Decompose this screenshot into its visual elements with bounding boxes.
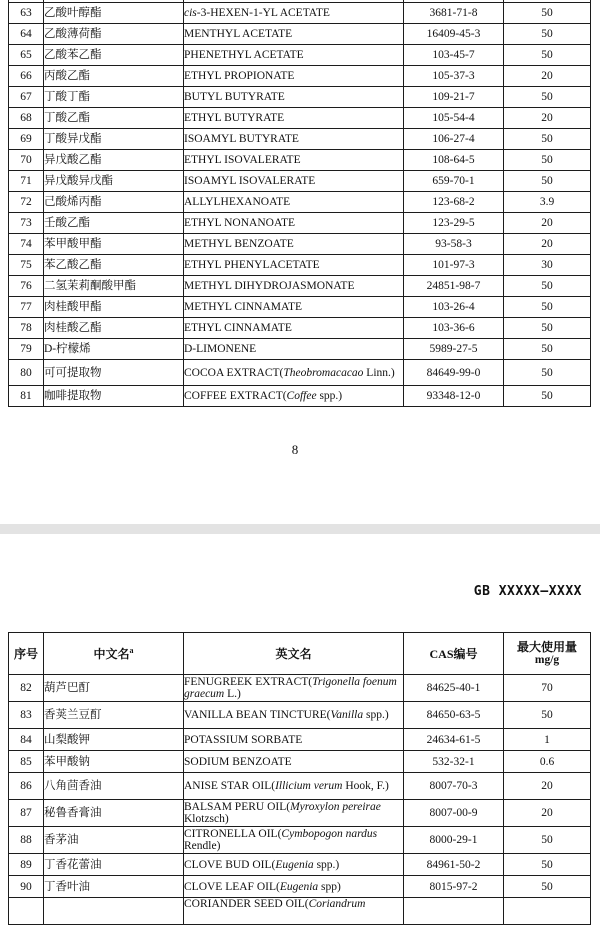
cell-serial: 79 <box>9 339 44 360</box>
cell-cas-number: 106-27-4 <box>404 129 504 150</box>
table-row <box>9 827 591 854</box>
page-gap <box>0 524 600 534</box>
cell-chinese-name: 秘鲁香膏油 <box>44 800 184 827</box>
cell-english-name: ETHYL PHENYLACETATE <box>184 255 404 276</box>
cell-english-name: ETHYL PROPIONATE <box>184 66 404 87</box>
cell-max-usage: 3.9 <box>504 192 591 213</box>
cell-max-usage: 50 <box>504 854 591 876</box>
cell-serial <box>9 898 44 925</box>
table-row <box>9 297 591 318</box>
cell-max-usage: 20 <box>504 234 591 255</box>
cell-cas-number: 108-64-5 <box>404 150 504 171</box>
cell-cas-number: 16409-45-3 <box>404 24 504 45</box>
cell-english-name: ISOAMYL BUTYRATE <box>184 129 404 150</box>
cell-serial: 84 <box>9 729 44 751</box>
column-header-english-name: 英文名 <box>184 633 404 675</box>
cell-chinese-name: 香茅油 <box>44 827 184 854</box>
cell-serial: 86 <box>9 773 44 800</box>
cell-max-usage: 70 <box>504 675 591 702</box>
table-row <box>9 800 591 827</box>
cell-chinese-name: 肉桂酸甲酯 <box>44 297 184 318</box>
cell-serial: 72 <box>9 192 44 213</box>
cell-chinese-name: 乙酸薄荷酯 <box>44 24 184 45</box>
cell-english-name: ETHYL CINNAMATE <box>184 318 404 339</box>
cell-cas-number: 93348-12-0 <box>404 386 504 407</box>
cell-chinese-name: 苯甲酸甲酯 <box>44 234 184 255</box>
cell-cas-number: 103-26-4 <box>404 297 504 318</box>
table-row <box>9 3 591 24</box>
cell-chinese-name: 丁酸乙酯 <box>44 108 184 129</box>
table-row <box>9 192 591 213</box>
cell-max-usage: 50 <box>504 318 591 339</box>
cell-max-usage <box>504 898 591 925</box>
cell-cas-number: 8000-29-1 <box>404 827 504 854</box>
table-row <box>9 773 591 800</box>
cell-english-name: METHYL DIHYDROJASMONATE <box>184 276 404 297</box>
cell-english-name: BUTYL BUTYRATE <box>184 87 404 108</box>
cell-cas-number: 103-36-6 <box>404 318 504 339</box>
cell-english-name: CLOVE LEAF OIL(Eugenia spp) <box>184 876 404 898</box>
cell-english-name: COFFEE EXTRACT(Coffee spp.) <box>184 386 404 407</box>
table-row <box>9 87 591 108</box>
cell-serial: 89 <box>9 854 44 876</box>
table-row <box>9 318 591 339</box>
table-row <box>9 66 591 87</box>
column-header-max-usage-unit: mg/g <box>534 654 560 666</box>
cell-english-name: POTASSIUM SORBATE <box>184 729 404 751</box>
cell-chinese-name: 苯甲酸钠 <box>44 751 184 773</box>
cell-english-name: PHENETHYL ACETATE <box>184 45 404 66</box>
cell-chinese-name: 异戊酸乙酯 <box>44 150 184 171</box>
cell-max-usage: 50 <box>504 386 591 407</box>
cell-chinese-name: 乙酸苯乙酯 <box>44 45 184 66</box>
cell-max-usage: 50 <box>504 702 591 729</box>
cell-serial: 75 <box>9 255 44 276</box>
cell-english-name: FENUGREEK EXTRACT(Trigonella foenum graecum L.) <box>184 675 404 702</box>
cell-serial: 74 <box>9 234 44 255</box>
cell-cas-number: 659-70-1 <box>404 171 504 192</box>
cell-chinese-name: 己酸烯丙酯 <box>44 192 184 213</box>
cell-chinese-name: 丁酸异戊酯 <box>44 129 184 150</box>
cell-serial: 71 <box>9 171 44 192</box>
column-header-chinese-label: 中文名 <box>93 646 130 661</box>
cell-chinese-name: 丁香叶油 <box>44 876 184 898</box>
cell-cas-number: 123-29-5 <box>404 213 504 234</box>
standard-code: GB XXXXX—XXXX <box>473 584 582 599</box>
cell-chinese-name: 异戊酸异戊酯 <box>44 171 184 192</box>
column-header-chinese-name <box>44 633 184 675</box>
cell-max-usage: 20 <box>504 800 591 827</box>
cell-chinese-name: D-柠檬烯 <box>44 339 184 360</box>
cell-serial: 66 <box>9 66 44 87</box>
cell-chinese-name: 壬酸乙酯 <box>44 213 184 234</box>
cell-cas-number: 24634-61-5 <box>404 729 504 751</box>
cell-serial: 90 <box>9 876 44 898</box>
cell-english-name: CORIANDER SEED OIL(Coriandrum <box>184 898 404 925</box>
table-row <box>9 854 591 876</box>
cell-cas-number: 24851-98-7 <box>404 276 504 297</box>
table-row <box>9 386 591 407</box>
cell-max-usage: 20 <box>504 108 591 129</box>
fragrance-substance-table-rows-82-90 <box>8 632 591 925</box>
table-row <box>9 108 591 129</box>
cell-chinese-name: 咖啡提取物 <box>44 386 184 407</box>
cell-english-name: ISOAMYL ISOVALERATE <box>184 171 404 192</box>
table-row <box>9 729 591 751</box>
cell-english-name: cis-3-HEXEN-1-YL ACETATE <box>184 3 404 24</box>
cell-english-name: COCOA EXTRACT(Theobromacacao Linn.) <box>184 360 404 386</box>
cell-cas-number: 5989-27-5 <box>404 339 504 360</box>
column-header-max-usage-label: 最大使用量 <box>516 640 577 654</box>
table-row <box>9 129 591 150</box>
cell-serial: 82 <box>9 675 44 702</box>
cell-english-name: ETHYL NONANOATE <box>184 213 404 234</box>
table-row <box>9 150 591 171</box>
table-row <box>9 276 591 297</box>
cell-chinese-name: 乙酸叶醇酯 <box>44 3 184 24</box>
table-row <box>9 24 591 45</box>
cell-english-name: ANISE STAR OIL(Illicium verum Hook, F.) <box>184 773 404 800</box>
cell-cas-number: 3681-71-8 <box>404 3 504 24</box>
cell-cas-number: 8015-97-2 <box>404 876 504 898</box>
cell-serial: 77 <box>9 297 44 318</box>
cell-max-usage: 0.6 <box>504 751 591 773</box>
cell-chinese-name: 香荚兰豆酊 <box>44 702 184 729</box>
cell-english-name: MENTHYL ACETATE <box>184 24 404 45</box>
cell-english-name: CITRONELLA OIL(Cymbopogon nardus Rendle) <box>184 827 404 854</box>
cell-cas-number: 84650-63-5 <box>404 702 504 729</box>
cell-cas-number: 105-54-4 <box>404 108 504 129</box>
cell-english-name: ETHYL ISOVALERATE <box>184 150 404 171</box>
cell-chinese-name: 丁香花蕾油 <box>44 854 184 876</box>
cell-serial: 68 <box>9 108 44 129</box>
cell-chinese-name: 丙酸乙酯 <box>44 66 184 87</box>
table-row <box>9 171 591 192</box>
cell-cas-number: 103-45-7 <box>404 45 504 66</box>
cell-max-usage: 50 <box>504 297 591 318</box>
column-header-max-usage <box>504 633 591 675</box>
cell-cas-number: 101-97-3 <box>404 255 504 276</box>
cell-serial: 87 <box>9 800 44 827</box>
cell-serial: 67 <box>9 87 44 108</box>
table-row <box>9 876 591 898</box>
table-row <box>9 213 591 234</box>
cell-serial: 88 <box>9 827 44 854</box>
cell-max-usage: 50 <box>504 876 591 898</box>
table-header-row <box>9 633 591 675</box>
table-row <box>9 675 591 702</box>
cell-max-usage: 50 <box>504 171 591 192</box>
cell-chinese-name: 丁酸丁酯 <box>44 87 184 108</box>
cell-cas-number <box>404 898 504 925</box>
table-row <box>9 339 591 360</box>
cell-chinese-name: 山梨酸钾 <box>44 729 184 751</box>
cell-serial: 76 <box>9 276 44 297</box>
fragrance-substance-table-rows-63-81 <box>8 0 591 407</box>
cell-serial: 65 <box>9 45 44 66</box>
table-row <box>9 45 591 66</box>
cell-english-name: VANILLA BEAN TINCTURE(Vanilla spp.) <box>184 702 404 729</box>
cell-cas-number: 105-37-3 <box>404 66 504 87</box>
cell-max-usage: 1 <box>504 729 591 751</box>
cell-english-name: METHYL BENZOATE <box>184 234 404 255</box>
cell-serial: 83 <box>9 702 44 729</box>
column-header-serial: 序号 <box>9 633 44 675</box>
cell-serial: 81 <box>9 386 44 407</box>
cell-max-usage: 20 <box>504 66 591 87</box>
cell-cas-number: 8007-00-9 <box>404 800 504 827</box>
document-page-9 <box>0 534 600 910</box>
cell-chinese-name: 肉桂酸乙酯 <box>44 318 184 339</box>
cell-cas-number: 123-68-2 <box>404 192 504 213</box>
cell-serial: 78 <box>9 318 44 339</box>
cell-cas-number: 84649-99-0 <box>404 360 504 386</box>
cell-max-usage: 50 <box>504 827 591 854</box>
cell-max-usage: 50 <box>504 24 591 45</box>
table-row <box>9 255 591 276</box>
cell-english-name: CLOVE BUD OIL(Eugenia spp.) <box>184 854 404 876</box>
column-header-footnote-mark: a <box>129 645 134 655</box>
table-row-partial-bottom <box>9 898 591 925</box>
cell-max-usage: 50 <box>504 276 591 297</box>
cell-serial: 85 <box>9 751 44 773</box>
cell-cas-number: 93-58-3 <box>404 234 504 255</box>
cell-serial: 64 <box>9 24 44 45</box>
cell-english-name: SODIUM BENZOATE <box>184 751 404 773</box>
cell-max-usage: 50 <box>504 3 591 24</box>
table-row <box>9 360 591 386</box>
column-header-cas-number: CAS编号 <box>404 633 504 675</box>
cell-english-name: METHYL CINNAMATE <box>184 297 404 318</box>
cell-max-usage: 50 <box>504 129 591 150</box>
cell-chinese-name: 葫芦巴酊 <box>44 675 184 702</box>
table-row <box>9 234 591 255</box>
cell-serial: 73 <box>9 213 44 234</box>
cell-max-usage: 20 <box>504 213 591 234</box>
cell-max-usage: 50 <box>504 150 591 171</box>
cell-english-name: ETHYL BUTYRATE <box>184 108 404 129</box>
cell-serial: 63 <box>9 3 44 24</box>
table-row <box>9 751 591 773</box>
cell-english-name: D-LIMONENE <box>184 339 404 360</box>
cell-english-name: ALLYLHEXANOATE <box>184 192 404 213</box>
cell-max-usage: 50 <box>504 360 591 386</box>
cell-max-usage: 50 <box>504 45 591 66</box>
page-number: 8 <box>291 442 299 457</box>
cell-cas-number: 84625-40-1 <box>404 675 504 702</box>
cell-max-usage: 30 <box>504 255 591 276</box>
cell-english-name: BALSAM PERU OIL(Myroxylon pereirae Klotzsch) <box>184 800 404 827</box>
cell-max-usage: 50 <box>504 339 591 360</box>
cell-serial: 80 <box>9 360 44 386</box>
table-row <box>9 702 591 729</box>
cell-cas-number: 532-32-1 <box>404 751 504 773</box>
cell-chinese-name: 八角茴香油 <box>44 773 184 800</box>
cell-cas-number: 84961-50-2 <box>404 854 504 876</box>
cell-serial: 70 <box>9 150 44 171</box>
cell-cas-number: 8007-70-3 <box>404 773 504 800</box>
cell-chinese-name: 苯乙酸乙酯 <box>44 255 184 276</box>
cell-chinese-name <box>44 898 184 925</box>
cell-chinese-name: 二氢茉莉酮酸甲酯 <box>44 276 184 297</box>
cell-cas-number: 109-21-7 <box>404 87 504 108</box>
cell-max-usage: 50 <box>504 87 591 108</box>
cell-chinese-name: 可可提取物 <box>44 360 184 386</box>
cell-serial: 69 <box>9 129 44 150</box>
cell-max-usage: 20 <box>504 773 591 800</box>
